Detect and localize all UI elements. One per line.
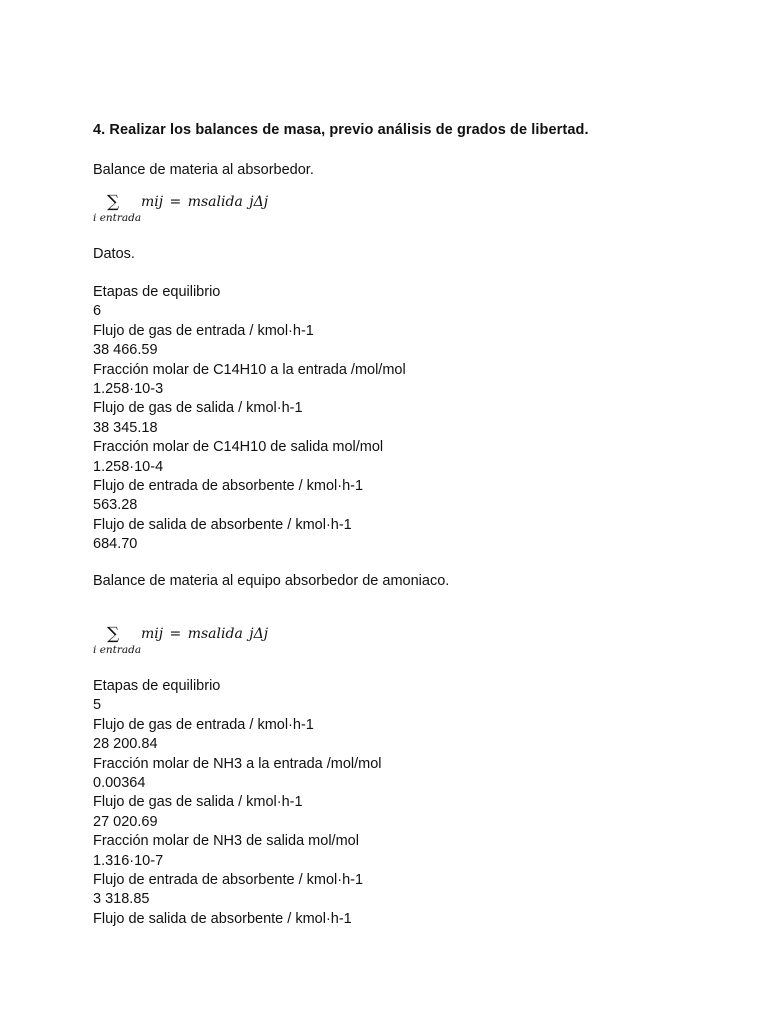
data-value: 0.00364 — [93, 774, 146, 791]
data-label: Fracción molar de NH3 de salida mol/mol — [93, 833, 359, 850]
data-label: Flujo de salida de absorbente / kmol·h-1 — [93, 910, 352, 927]
balance-amoniaco-intro: Balance de materia al equipo absorbedor de amoniaco. — [93, 573, 450, 589]
data-value: 38 466.59 — [93, 342, 158, 359]
data-value: 1.258·10-4 — [93, 458, 164, 475]
data-label: Flujo de entrada de absorbente / kmol·h-1 — [93, 477, 364, 494]
data-value: 3 318.85 — [93, 891, 150, 908]
data-label: Etapas de equilibrio — [93, 284, 221, 300]
data-label: Flujo de entrada de absorbente / kmol·h-1 — [93, 871, 364, 888]
sum-subscript: i entrada — [93, 644, 142, 656]
balance-equation-2 — [93, 624, 353, 664]
data-label: Flujo de gas de entrada / kmol·h-1 — [93, 322, 314, 339]
data-label: Fracción molar de C14H10 a la entrada /mol/mol — [93, 361, 406, 378]
sum-subscript: i entrada — [93, 212, 142, 224]
data-value: 563.28 — [93, 497, 138, 514]
data-label: Fracción molar de C14H10 de salida mol/mol — [93, 439, 384, 456]
data-value: 27 020.69 — [93, 813, 158, 830]
data-value: 6 — [93, 303, 102, 320]
data-label: Flujo de gas de entrada / kmol·h-1 — [93, 716, 314, 733]
sum-symbol: ∑ — [107, 624, 120, 644]
data-value: 38 345.18 — [93, 419, 158, 436]
sum-symbol: ∑ — [107, 192, 120, 212]
data-label: Fracción molar de NH3 a la entrada /mol/mol — [93, 755, 382, 772]
data-value: 1.316·10-7 — [93, 852, 164, 869]
equation-body: mij = msalida jΔj — [141, 194, 269, 210]
balance-equation-1 — [93, 192, 353, 232]
data-value: 28 200.84 — [93, 736, 158, 753]
data-label: Flujo de gas de salida / kmol·h-1 — [93, 794, 303, 811]
balance-absorbedor-intro: Balance de materia al absorbedor. — [93, 162, 314, 178]
data-value: 1.258·10-3 — [93, 380, 164, 397]
data-value: 5 — [93, 697, 102, 714]
equation-body: mij = msalida jΔj — [141, 626, 269, 642]
data-label: Flujo de gas de salida / kmol·h-1 — [93, 400, 303, 417]
datos-list-absorbedor — [93, 283, 406, 554]
data-label: Flujo de salida de absorbente / kmol·h-1 — [93, 516, 352, 533]
section-heading: 4. Realizar los balances de masa, previo análisis de grados de libertad. — [93, 122, 589, 138]
data-value: 684.70 — [93, 536, 138, 553]
datos-list-amoniaco — [93, 677, 382, 929]
data-label: Etapas de equilibrio — [93, 678, 221, 694]
datos-label: Datos. — [93, 246, 135, 262]
